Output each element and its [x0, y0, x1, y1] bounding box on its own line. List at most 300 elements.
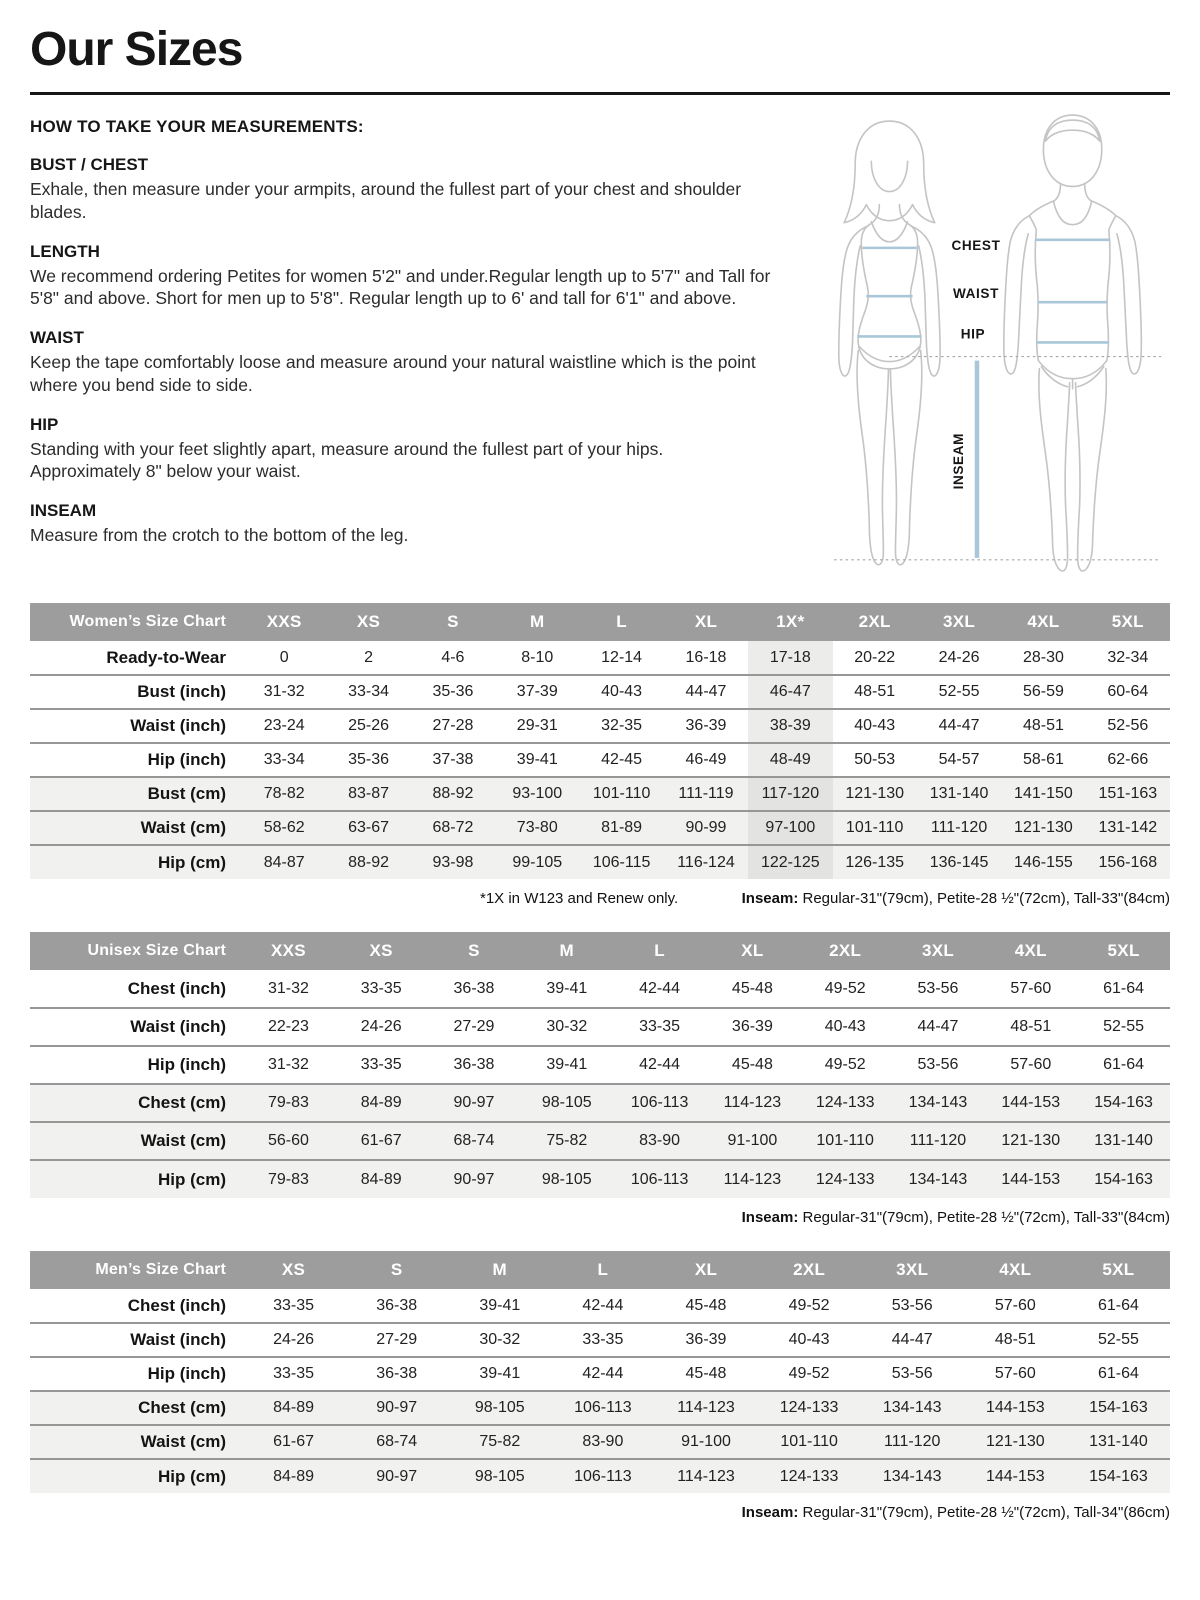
size-cell: 37-38	[432, 751, 474, 768]
row-label: Waist (inch)	[130, 716, 226, 735]
size-cell: 49-52	[824, 979, 866, 997]
table-row	[30, 811, 1170, 845]
size-cell: 17-18	[748, 641, 832, 675]
size-cell: 84-89	[242, 1459, 345, 1493]
size-cell: 23-24	[263, 717, 305, 734]
column-header: S	[345, 1251, 448, 1289]
size-cell: 49-52	[788, 1296, 830, 1314]
size-cell: 146-155	[1001, 845, 1085, 879]
row-label: Hip (cm)	[30, 1459, 242, 1493]
size-cell: 33-35	[360, 979, 402, 997]
size-cell: 154-163	[1077, 1084, 1170, 1122]
size-cell: 52-55	[1103, 1018, 1145, 1035]
column-header: L	[579, 603, 663, 641]
table-row	[30, 743, 1170, 777]
table-footnotes	[30, 1502, 1170, 1530]
table-row	[30, 709, 1170, 743]
column-header: XXS	[242, 932, 335, 970]
size-cell: 53-56	[891, 1365, 933, 1382]
size-cell: 75-82	[520, 1122, 613, 1160]
table-row	[30, 1084, 1170, 1122]
footnote-inseam: Inseam: Regular-31"(79cm), Petite-28 ½"(72cm), Tall-34"(86cm)	[741, 1504, 1170, 1521]
table-row	[30, 1160, 1170, 1198]
header-row	[30, 603, 1170, 641]
size-tables	[0, 603, 1200, 1530]
size-cell: 45-48	[731, 979, 773, 997]
size-cell: 33-35	[360, 1056, 402, 1073]
size-cell: 33-34	[348, 683, 389, 700]
row-label: Ready-to-Wear	[106, 647, 226, 667]
column-header: 5XL	[1077, 932, 1170, 970]
instruction-heading: HIP	[30, 414, 59, 434]
size-table	[30, 1251, 1170, 1493]
size-cell: 134-143	[892, 1084, 985, 1122]
size-cell: 154-163	[1067, 1391, 1170, 1425]
size-cell: 98-105	[520, 1160, 613, 1198]
column-header: S	[411, 603, 495, 641]
size-cell: 12-14	[601, 648, 643, 666]
size-cell: 50-53	[854, 751, 896, 768]
row-label: Chest (inch)	[127, 978, 226, 998]
size-cell: 121-130	[833, 777, 917, 811]
size-table-head	[30, 932, 1170, 970]
size-cell: 88-92	[411, 777, 495, 811]
footnote-inseam: Inseam: Regular-31"(79cm), Petite-28 ½"(72cm), Tall-33"(84cm)	[741, 1209, 1170, 1226]
size-cell: 39-41	[479, 1365, 521, 1382]
instruction-waist	[30, 328, 778, 397]
size-cell: 61-67	[335, 1122, 428, 1160]
row-label: Waist (inch)	[130, 1017, 226, 1036]
size-cell: 90-97	[428, 1160, 521, 1198]
header-row	[30, 932, 1170, 970]
footnote-inseam-label: Inseam:	[741, 1209, 799, 1226]
row-label: Hip (inch)	[147, 750, 226, 769]
column-header: XS	[242, 1251, 345, 1289]
size-cell: 36-38	[453, 1056, 495, 1073]
row-label: Waist (cm)	[30, 1425, 242, 1459]
size-cell: 27-29	[376, 1331, 418, 1348]
size-cell: 27-29	[453, 1018, 495, 1035]
size-cell: 45-48	[731, 1056, 773, 1073]
size-cell: 78-82	[242, 777, 326, 811]
size-cell: 73-80	[495, 811, 579, 845]
size-table	[30, 603, 1170, 879]
size-cell: 111-120	[917, 811, 1001, 845]
size-cell: 44-47	[917, 1018, 959, 1035]
row-label: Waist (cm)	[30, 1122, 242, 1160]
size-cell: 57-60	[1010, 1056, 1052, 1073]
size-cell: 33-35	[639, 1018, 681, 1035]
column-header: XL	[654, 1251, 757, 1289]
size-cell: 114-123	[706, 1084, 799, 1122]
instruction-heading: LENGTH	[30, 241, 100, 261]
column-header: S	[428, 932, 521, 970]
size-cell: 124-133	[758, 1391, 861, 1425]
size-table-body	[30, 970, 1170, 1198]
size-cell: 131-140	[1067, 1425, 1170, 1459]
column-header: L	[613, 932, 706, 970]
row-label: Bust (cm)	[30, 777, 242, 811]
size-cell: 63-67	[326, 811, 410, 845]
instruction-inseam	[30, 501, 778, 547]
size-table-section	[30, 603, 1170, 916]
table-row	[30, 970, 1170, 1008]
column-header: XL	[706, 932, 799, 970]
size-cell: 116-124	[664, 845, 748, 879]
size-cell: 151-163	[1086, 777, 1170, 811]
size-cell: 8-10	[521, 648, 554, 666]
table-row	[30, 641, 1170, 675]
row-label: Chest (cm)	[30, 1391, 242, 1425]
diagram-waist-label: WAIST	[952, 286, 999, 302]
size-cell: 101-110	[758, 1425, 861, 1459]
size-cell: 33-35	[273, 1296, 315, 1314]
column-header: XS	[335, 932, 428, 970]
size-cell: 68-74	[428, 1122, 521, 1160]
table-row	[30, 1046, 1170, 1084]
size-cell: 48-51	[994, 1331, 1036, 1348]
size-cell: 124-133	[758, 1459, 861, 1493]
column-header: L	[551, 1251, 654, 1289]
size-cell: 121-130	[984, 1122, 1077, 1160]
table-row	[30, 1008, 1170, 1046]
size-cell: 90-97	[345, 1459, 448, 1493]
instruction-body: Exhale, then measure under your armpits, around the fullest part of your chest and shoulder blades.	[30, 179, 742, 222]
size-cell: 144-153	[964, 1391, 1067, 1425]
size-cell: 114-123	[654, 1459, 757, 1493]
table-row	[30, 1425, 1170, 1459]
size-cell: 45-48	[685, 1296, 727, 1314]
size-cell: 98-105	[448, 1391, 551, 1425]
column-header: M	[448, 1251, 551, 1289]
table-row	[30, 845, 1170, 879]
size-cell: 81-89	[579, 811, 663, 845]
size-cell: 83-87	[326, 777, 410, 811]
size-cell: 91-100	[706, 1122, 799, 1160]
size-cell: 57-60	[1010, 979, 1052, 997]
size-cell: 33-35	[273, 1365, 315, 1382]
table-row	[30, 1289, 1170, 1323]
row-label: Hip (cm)	[30, 1160, 242, 1198]
measurement-diagram	[790, 109, 1170, 587]
size-cell: 25-26	[348, 717, 389, 734]
size-cell: 79-83	[242, 1160, 335, 1198]
row-label: Hip (inch)	[147, 1364, 226, 1383]
size-table-head	[30, 1251, 1170, 1289]
size-cell: 84-89	[335, 1084, 428, 1122]
size-cell: 54-57	[938, 751, 980, 768]
row-label: Waist (inch)	[130, 1330, 226, 1349]
size-cell: 36-39	[685, 1331, 727, 1348]
size-cell: 16-18	[685, 648, 727, 666]
size-table	[30, 932, 1170, 1198]
size-cell: 93-100	[495, 777, 579, 811]
size-cell: 57-60	[994, 1296, 1036, 1314]
size-table-body	[30, 1289, 1170, 1493]
row-label: Hip (inch)	[147, 1055, 226, 1074]
size-cell: 39-41	[479, 1296, 521, 1314]
size-cell: 88-92	[326, 845, 410, 879]
column-header: 2XL	[758, 1251, 861, 1289]
page-title: Our Sizes	[30, 23, 243, 76]
size-cell: 61-67	[242, 1425, 345, 1459]
size-cell: 68-74	[345, 1425, 448, 1459]
table-row	[30, 1357, 1170, 1391]
instruction-heading: WAIST	[30, 328, 84, 347]
column-header: 5XL	[1067, 1251, 1170, 1289]
column-header: 2XL	[799, 932, 892, 970]
size-cell: 48-49	[748, 743, 832, 777]
size-cell: 33-34	[263, 751, 305, 768]
size-cell: 61-64	[1103, 1056, 1145, 1073]
size-cell: 45-48	[685, 1365, 727, 1382]
size-cell: 40-43	[601, 683, 643, 700]
size-cell: 99-105	[495, 845, 579, 879]
size-cell: 134-143	[861, 1459, 964, 1493]
size-cell: 36-39	[731, 1018, 773, 1035]
column-header: M	[495, 603, 579, 641]
size-cell: 52-55	[938, 683, 980, 700]
size-cell: 46-49	[685, 751, 727, 768]
size-cell: 42-45	[601, 751, 643, 768]
size-cell: 30-32	[479, 1331, 521, 1348]
size-cell: 27-28	[432, 717, 474, 734]
size-cell: 24-26	[273, 1331, 315, 1348]
diagram-chest-label: CHEST	[951, 237, 1001, 253]
table-footnotes	[30, 888, 1170, 916]
column-header: M	[520, 932, 613, 970]
size-cell: 22-23	[267, 1018, 309, 1035]
size-cell: 24-26	[938, 648, 980, 666]
size-cell: 39-41	[546, 1056, 588, 1073]
size-cell: 114-123	[706, 1160, 799, 1198]
size-cell: 36-38	[376, 1365, 418, 1382]
masthead	[0, 0, 1200, 77]
column-header: 3XL	[861, 1251, 964, 1289]
size-cell: 44-47	[938, 717, 980, 734]
size-cell: 98-105	[448, 1459, 551, 1493]
size-cell: 48-51	[1010, 1018, 1052, 1035]
size-cell: 154-163	[1077, 1160, 1170, 1198]
row-label: Waist (cm)	[30, 811, 242, 845]
instruction-hip	[30, 415, 778, 484]
column-header: 2XL	[833, 603, 917, 641]
size-table-section	[30, 1251, 1170, 1530]
table-title: Unisex Size Chart	[30, 932, 242, 970]
column-header: XL	[664, 603, 748, 641]
size-cell: 36-39	[685, 717, 727, 734]
column-header: 4XL	[964, 1251, 1067, 1289]
size-cell: 31-32	[267, 979, 309, 997]
table-row	[30, 675, 1170, 709]
size-cell: 121-130	[964, 1425, 1067, 1459]
table-row	[30, 777, 1170, 811]
body-measurement-illustration	[790, 109, 1170, 587]
size-cell: 37-39	[516, 683, 558, 700]
size-cell: 101-110	[579, 777, 663, 811]
size-cell: 111-119	[664, 777, 748, 811]
table-row	[30, 1122, 1170, 1160]
table-row	[30, 1391, 1170, 1425]
size-cell: 131-142	[1086, 811, 1170, 845]
table-footnotes	[30, 1207, 1170, 1235]
instruction-body: Measure from the crotch to the bottom of the leg.	[30, 525, 409, 545]
size-cell: 141-150	[1001, 777, 1085, 811]
row-label: Bust (inch)	[137, 682, 226, 701]
column-header: XS	[326, 603, 410, 641]
column-header: 4XL	[984, 932, 1077, 970]
size-cell: 154-163	[1067, 1459, 1170, 1493]
size-cell: 35-36	[348, 751, 389, 768]
size-cell: 106-115	[579, 845, 663, 879]
size-cell: 53-56	[891, 1296, 933, 1314]
size-cell: 44-47	[685, 683, 727, 700]
size-cell: 106-113	[613, 1160, 706, 1198]
row-label: Chest (cm)	[30, 1084, 242, 1122]
instruction-bust-chest	[30, 155, 778, 224]
size-cell: 75-82	[448, 1425, 551, 1459]
size-cell: 126-135	[833, 845, 917, 879]
size-cell: 68-72	[411, 811, 495, 845]
size-cell: 83-90	[613, 1122, 706, 1160]
size-cell: 134-143	[892, 1160, 985, 1198]
footnote-inseam-label: Inseam:	[741, 1504, 799, 1521]
size-cell: 144-153	[964, 1459, 1067, 1493]
size-cell: 134-143	[861, 1391, 964, 1425]
size-cell: 58-62	[242, 811, 326, 845]
size-cell: 114-123	[654, 1391, 757, 1425]
size-cell: 97-100	[748, 811, 832, 845]
size-cell: 124-133	[799, 1160, 892, 1198]
size-cell: 32-34	[1107, 648, 1149, 666]
diagram-inseam-label: INSEAM	[950, 432, 966, 490]
size-cell: 84-87	[242, 845, 326, 879]
size-cell: 57-60	[994, 1365, 1036, 1382]
size-cell: 101-110	[833, 811, 917, 845]
size-cell: 131-140	[917, 777, 1001, 811]
size-cell: 40-43	[854, 717, 896, 734]
size-cell: 91-100	[654, 1425, 757, 1459]
size-cell: 144-153	[984, 1160, 1077, 1198]
size-cell: 60-64	[1107, 683, 1149, 700]
size-table-section	[30, 932, 1170, 1235]
instructions-heading: HOW TO TAKE YOUR MEASUREMENTS:	[30, 117, 364, 136]
size-cell: 48-51	[1022, 717, 1064, 734]
size-cell: 39-41	[516, 751, 558, 768]
size-cell: 40-43	[788, 1331, 830, 1348]
size-cell: 106-113	[551, 1391, 654, 1425]
size-cell: 29-31	[516, 717, 558, 734]
row-label: Chest (inch)	[127, 1295, 226, 1315]
instruction-body: Keep the tape comfortably loose and measure around your natural waistline which is the point where you bend side to side.	[30, 352, 756, 395]
row-label: Hip (cm)	[30, 845, 242, 879]
size-cell: 44-47	[891, 1331, 933, 1348]
size-cell: 93-98	[411, 845, 495, 879]
size-cell: 56-59	[1022, 683, 1064, 700]
table-row	[30, 1459, 1170, 1493]
instruction-heading: BUST / CHEST	[30, 155, 149, 174]
instruction-body: Standing with your feet slightly apart, measure around the fullest part of your hips. Approximately 8" below your waist.	[30, 438, 664, 482]
size-cell: 90-97	[345, 1391, 448, 1425]
size-cell: 46-47	[748, 675, 832, 709]
column-header: 1X*	[748, 603, 832, 641]
female-figure-icon	[839, 121, 940, 565]
size-cell: 24-26	[360, 1018, 402, 1035]
size-cell: 42-44	[639, 979, 681, 997]
size-cell: 36-38	[453, 979, 495, 997]
size-cell: 39-41	[546, 979, 588, 997]
footnote-asterisk: *1X in W123 and Renew only.	[480, 890, 679, 907]
size-cell: 42-44	[582, 1296, 624, 1314]
size-cell: 58-61	[1022, 751, 1064, 768]
size-cell: 35-36	[432, 683, 474, 700]
size-cell: 31-32	[267, 1056, 309, 1073]
size-cell: 49-52	[788, 1365, 830, 1382]
size-cell: 62-66	[1107, 751, 1149, 768]
size-cell: 90-97	[428, 1084, 521, 1122]
size-cell: 40-43	[824, 1018, 866, 1035]
size-cell: 61-64	[1103, 979, 1145, 997]
size-cell: 48-51	[854, 683, 896, 700]
size-cell: 28-30	[1022, 648, 1064, 666]
table-row	[30, 1323, 1170, 1357]
size-cell: 90-99	[664, 811, 748, 845]
column-header: 5XL	[1086, 603, 1170, 641]
size-cell: 144-153	[984, 1084, 1077, 1122]
size-cell: 2	[364, 648, 373, 666]
footnote-inseam: Inseam: Regular-31"(79cm), Petite-28 ½"(72cm), Tall-33"(84cm)	[741, 890, 1170, 907]
size-table-head	[30, 603, 1170, 641]
footnote-inseam-label: Inseam:	[741, 890, 799, 907]
size-cell: 111-120	[861, 1425, 964, 1459]
size-cell: 32-35	[601, 717, 643, 734]
size-cell: 98-105	[520, 1084, 613, 1122]
size-cell: 49-52	[824, 1056, 866, 1073]
column-header: 3XL	[917, 603, 1001, 641]
size-table-body	[30, 641, 1170, 879]
size-cell: 4-6	[441, 648, 465, 666]
size-cell: 111-120	[892, 1122, 985, 1160]
measurement-instructions	[30, 109, 778, 547]
column-header: XXS	[242, 603, 326, 641]
size-cell: 106-113	[551, 1459, 654, 1493]
size-cell: 56-60	[242, 1122, 335, 1160]
size-cell: 31-32	[263, 683, 305, 700]
size-cell: 84-89	[335, 1160, 428, 1198]
size-cell: 36-38	[376, 1296, 418, 1314]
size-cell: 131-140	[1077, 1122, 1170, 1160]
size-cell: 117-120	[748, 777, 832, 811]
size-cell: 122-125	[748, 845, 832, 879]
size-cell: 53-56	[917, 979, 959, 997]
size-cell: 42-44	[639, 1056, 681, 1073]
size-cell: 79-83	[242, 1084, 335, 1122]
table-title: Women’s Size Chart	[30, 603, 242, 641]
size-cell: 83-90	[551, 1425, 654, 1459]
size-cell: 61-64	[1097, 1365, 1139, 1382]
size-cell: 30-32	[546, 1018, 588, 1035]
size-cell: 106-113	[613, 1084, 706, 1122]
diagram-hip-label: HIP	[960, 326, 986, 342]
instruction-length	[30, 242, 778, 311]
size-cell: 42-44	[582, 1365, 624, 1382]
header-row	[30, 1251, 1170, 1289]
size-cell: 53-56	[917, 1056, 959, 1073]
size-cell: 124-133	[799, 1084, 892, 1122]
size-cell: 52-55	[1097, 1331, 1139, 1348]
instruction-heading: INSEAM	[30, 501, 97, 520]
size-cell: 38-39	[748, 709, 832, 743]
